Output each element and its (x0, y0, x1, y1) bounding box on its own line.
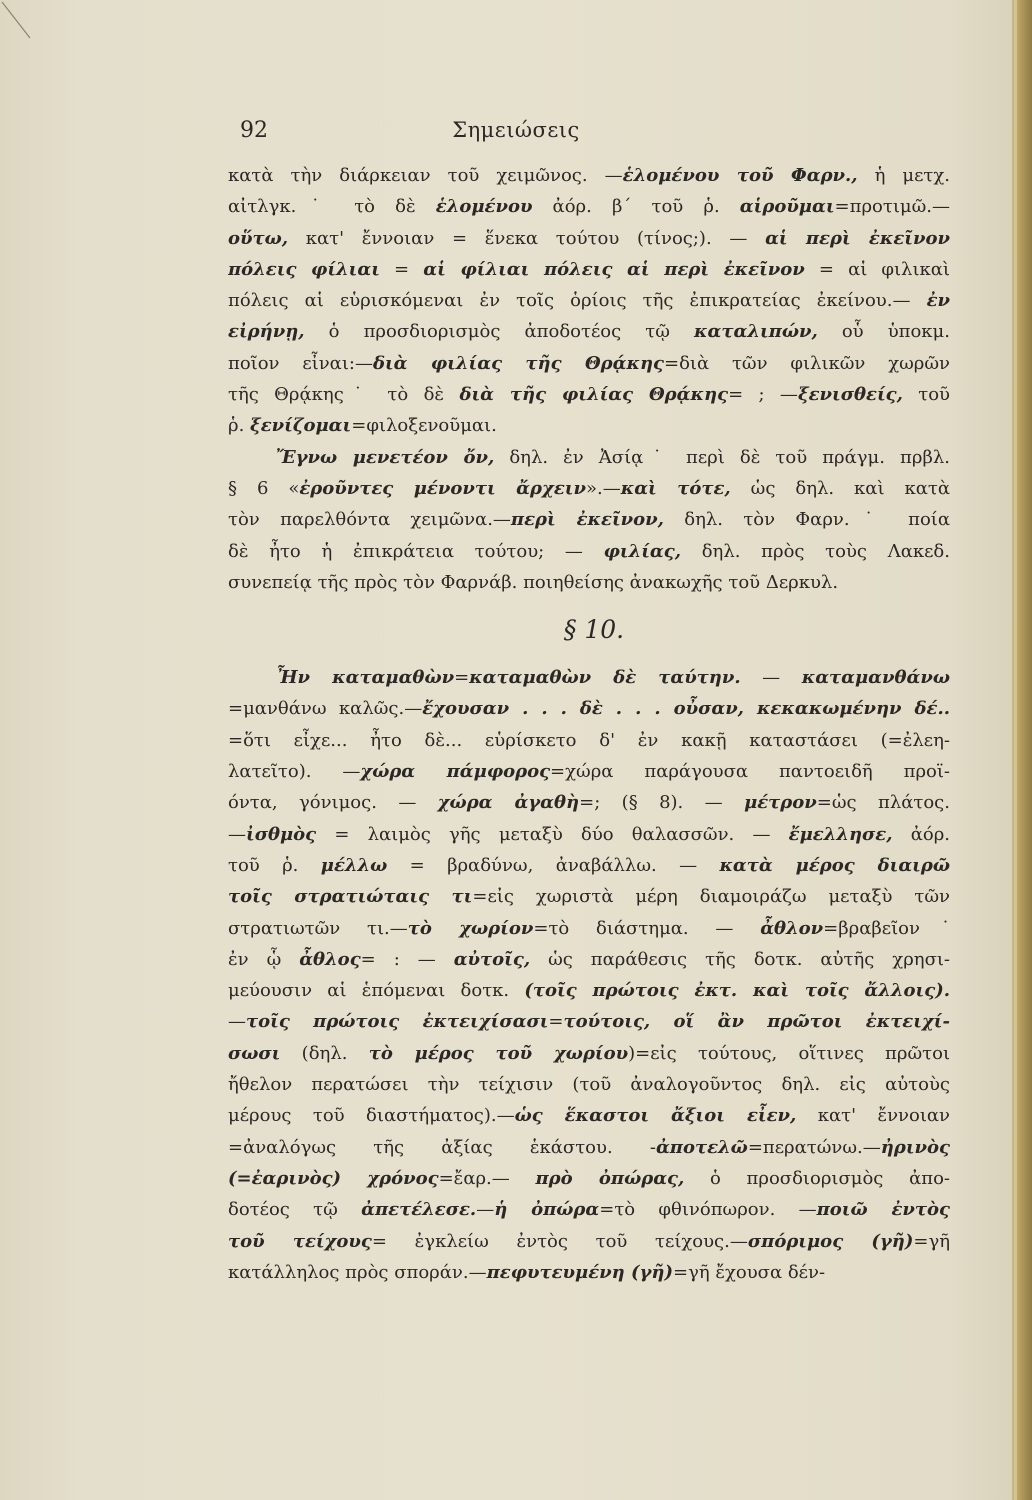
page-header (0, 118, 1032, 154)
text-line: —ἰσθμὸς = λαιμὸς γῆς μεταξὺ δύο θαλασσῶν. — ἔμελλησε, ἀόρ. (228, 823, 950, 845)
text-line: Ἦν καταμαθὼν=καταμαθὼν δὲ ταύτην. — καταμανθάνω (276, 667, 950, 689)
text-line: τοῦ ῥ. μέλλω = βραδύνω, ἀναβάλλω. — κατὰ μέρος διαιρῶ (228, 854, 950, 876)
text-line: τὸν παρελθόντα χειμῶνα.—περὶ ἐκεῖνον, δηλ. τὸν Φαρν.˙ ποία (228, 509, 950, 531)
text-line: τοῖς στρατιώταις τι=εἰς χωριστὰ μέρη διαμοιράζω μεταξὺ τῶν (228, 886, 950, 908)
text-line: οὕτω, κατ' ἔννοιαν = ἕνεκα τούτου (τίνος;). — αἱ περὶ ἐκεῖνον (228, 227, 950, 249)
text-line: κατάλληλος πρὸς σποράν.—πεφυτευμένη (γῆ)=γῆ ἔχουσα δέν- (228, 1261, 826, 1283)
text-line: ῥ. ξενίζομαι=φιλοξενοῦμαι. (228, 415, 497, 437)
text-line: σωσι (δηλ. τὸ μέρος τοῦ χωρίου)=εἰς τούτους, οἵτινες πρῶτοι (228, 1042, 950, 1064)
text-line: στρατιωτῶν τι.—τὸ χωρίον=τὸ διάστημα. — ἆθλον=βραβεῖον˙ (228, 917, 950, 939)
corner-mark-icon (0, 0, 40, 40)
text-line: ἤθελον περατώσει τὴν τείχισιν (τοῦ ἀναλογοῦντος δηλ. εἰς αὐτοὺς (228, 1074, 950, 1096)
text-line: τοῦ τείχους= ἐγκλείω ἐντὸς τοῦ τείχους.—σπόριμος (γῆ)=γῆ (228, 1230, 950, 1252)
text-line: δοτέος τῷ ἀπετέλεσε.—ἡ ὀπώρα=τὸ φθινόπωρον. —ποιῶ ἐντὸς (228, 1199, 950, 1221)
text-line: κατὰ τὴν διάρκειαν τοῦ χειμῶνος. —ἑλομένου τοῦ Φαρν., ἡ μετχ. (228, 165, 950, 186)
text-line: =ἀναλόγως τῆς ἀξίας ἑκάστου. -ἀποτελῶ=περατώνω.—ἠρινὸς (228, 1136, 950, 1158)
paragraph-notes-1 (228, 160, 950, 442)
text-line: μεύουσιν αἱ ἑπόμεναι δοτκ. (τοῖς πρώτοις ἐκτ. καὶ τοῖς ἄλλοις). (228, 980, 950, 1002)
running-title: Σημειώσεις (452, 118, 580, 142)
text-line: § 6 «ἐροῦντες μένοντι ἄρχειν».—καὶ τότε, ὡς δηλ. καὶ κατὰ (228, 477, 950, 499)
text-line: όντα, γόνιμος. — χώρα ἀγαθὴ=; (§ 8). — μέτρον=ὡς πλάτος. (228, 792, 950, 814)
text-line: Ἔγνω μενετέον ὄν, δηλ. ἐν Ἀσίᾳ˙ περὶ δὲ τοῦ πράγμ. πρβλ. (276, 446, 950, 468)
text-line: πόλεις αἱ εὑρισκόμεναι ἐν τοῖς ὁρίοις τῆς ἐπικρατείας ἐκείνου.— ἐν (228, 290, 950, 312)
text-line: ἐν ᾧ ἆθλος= : — αὐτοῖς, ὡς παράθεσις τῆς δοτκ. αὐτῆς χρησι- (228, 948, 950, 970)
text-line: =μανθάνω καλῶς.—ἔχουσαν . . . δὲ . . . οὖσαν, κεκακωμένην δέ.. (228, 698, 950, 720)
text-line: εἰρήνῃ, ὁ προσδιορισμὸς ἀποδοτέος τῷ καταλιπών, οὗ ὑποκμ. (228, 321, 950, 343)
text-line: λατεῖτο). —χώρα πάμφορος=χώρα παράγουσα παντοειδῆ προϊ- (228, 761, 950, 783)
page-number: 92 (240, 118, 268, 143)
text-line: τῆς Θρᾴκης˙ τὸ δὲ διὰ τῆς φιλίας Θρᾴκης= ; —ξενισθείς, τοῦ (228, 384, 950, 406)
text-line: μέρους τοῦ διαστήματος).—ὡς ἕκαστοι ἄξιοι εἶεν, κατ' ἔννοιαν (228, 1105, 950, 1127)
book-spine (1012, 0, 1032, 1500)
text-line: (=ἐαρινὸς) χρόνος=ἔαρ.— πρὸ ὀπώρας, ὁ προσδιορισμὸς ἀπο- (228, 1167, 950, 1189)
text-line: πόλεις φίλιαι = αἱ φίλιαι πόλεις αἱ περὶ ἐκεῖνον = αἱ φιλικαὶ (228, 258, 950, 280)
text-line: συνεπείᾳ τῆς πρὸς τὸν Φαρνάβ. ποιηθείσης ἀνακωχῆς τοῦ Δερκυλ. (228, 571, 839, 593)
paragraph-notes-3 (228, 662, 950, 1288)
section-heading: § 10. (563, 615, 625, 645)
text-line: ποῖον εἶναι:—διὰ φιλίας τῆς Θρᾴκης=διὰ τῶν φιλικῶν χωρῶν (228, 352, 950, 374)
text-line: =ὅτι εἶχε... ἦτο δὲ... εὑρίσκετο δ' ἐν κακῇ καταστάσει (=ἐλεη- (228, 729, 950, 751)
page-body (228, 160, 950, 1288)
text-line: δὲ ἦτο ἡ ἐπικράτεια τούτου; — φιλίας, δηλ. πρὸς τοὺς Λακεδ. (228, 540, 950, 562)
text-line: αἰτλγκ.˙ τὸ δὲ ἑλομένου ἀόρ. β΄ τοῦ ῥ. αἱροῦμαι=προτιμῶ.— (228, 196, 950, 218)
paragraph-notes-2 (228, 442, 950, 598)
text-line: —τοῖς πρώτοις ἐκτειχίσασι=τούτοις, οἵ ἂν πρῶτοι ἐκτειχί- (228, 1011, 950, 1033)
